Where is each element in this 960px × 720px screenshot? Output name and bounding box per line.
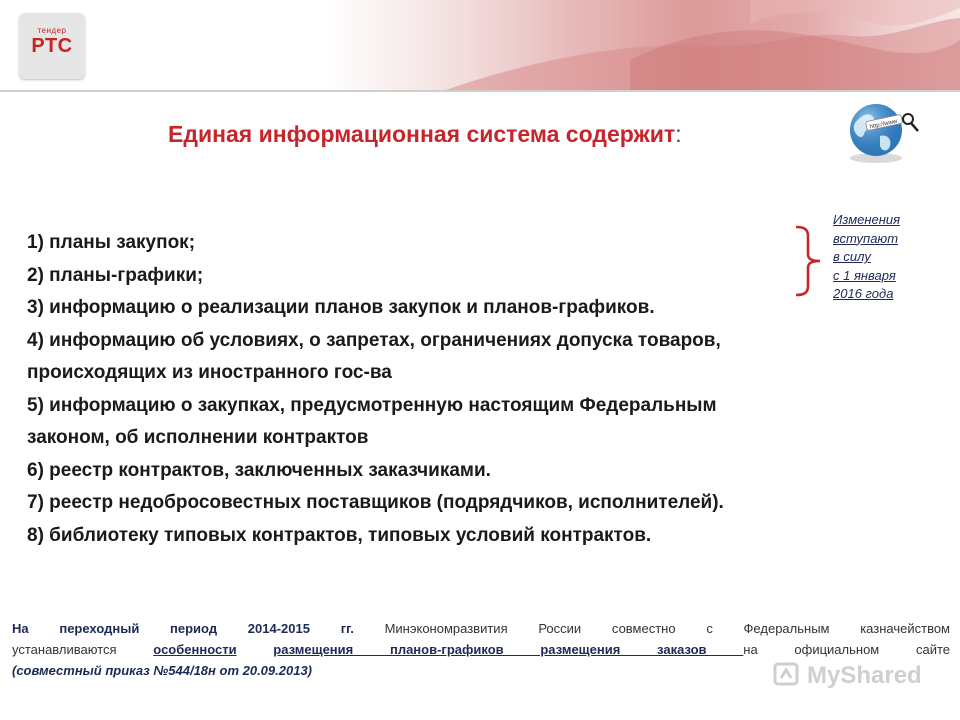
footer-line-2 [12,639,950,660]
myshared-logo-icon [773,662,801,688]
footer-period: На переходный период 2014-2015 гг. [12,621,354,636]
note-line: вступают [833,230,899,246]
footer-text-2a: устанавливаются [12,642,154,657]
list-item: 2) планы-графики; [27,264,204,286]
footer-placement-link[interactable]: размещения планов-графиков размещения заказов [273,642,744,657]
footer-order: (совместный приказ №544/18н от 20.09.2013) [12,663,313,678]
watermark-text: MyShared [807,662,922,689]
note-line: с 1 января [833,267,896,283]
list-item: 5) информацию о закупках, предусмотренную настоящим Федеральным [27,394,717,416]
globe-http-icon [844,100,920,166]
list-item: 6) реестр контрактов, заключенных заказчиками. [27,459,491,481]
footer-features: особенности [153,642,237,657]
footer-text-2b: на официальном сайте [743,642,950,657]
globe-url-label: http://www [869,118,898,131]
footer-space [237,642,274,657]
tender-rts-logo[interactable] [19,13,85,79]
title-colon: : [675,121,682,147]
list-item: законом, об исполнении контрактов [27,427,369,448]
changes-note [833,211,929,304]
page-title [168,121,682,148]
note-line: 2016 года [833,286,894,302]
title-text: Единая информационная система содержит [168,121,676,147]
note-line: в силу [833,249,871,265]
header-divider [0,90,960,92]
contents-list [27,227,927,552]
list-item: 4) информацию об условиях, о запретах, ограничениях допуска товаров, [27,329,721,351]
header-banner [0,0,960,92]
footer-text-1: Минэкономразвития России совместно с Федеральным казначейством [353,621,950,636]
handshake-image [330,0,960,92]
footer-line-1 [12,618,950,639]
logo-title: РТС [31,35,73,57]
curly-bracket [794,224,824,298]
list-item: 8) библиотеку типовых контрактов, типовых условий контрактов. [27,524,652,546]
list-item: 3) информацию о реализации планов закупок и планов-графиков. [27,297,655,318]
list-item: 1) планы закупок; [27,232,196,253]
list-item: происходящих из иностранного гос-ва [27,362,392,383]
list-item: 7) реестр недобросовестных поставщиков (подрядчиков, исполнителей). [27,492,724,513]
note-line: Изменения [833,212,901,227]
logo-subtitle: тендер [37,26,67,35]
